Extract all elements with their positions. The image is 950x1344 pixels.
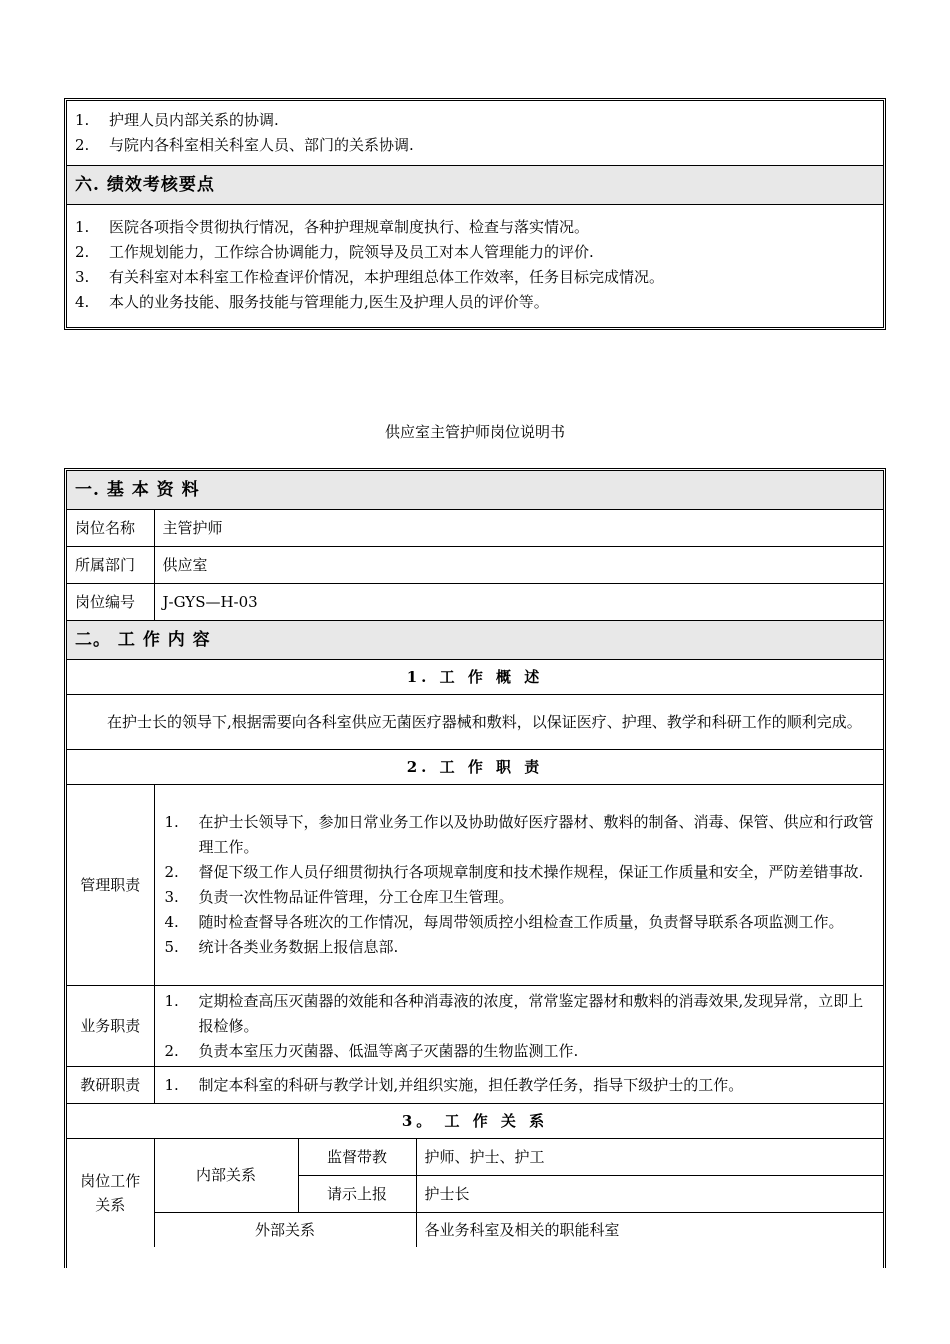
external-relations-label: 外部关系	[154, 1213, 416, 1248]
list-item: 2. 负责本室压力灭菌器、低温等离子灭菌器的生物监测工作.	[164, 1041, 579, 1060]
list-item: 4. 本人的业务技能、服务技能与管理能力,医生及护理人员的评价等。	[75, 293, 549, 311]
list-item: 1. 制定本科室的科研与教学计划,并组织实施，担任教学任务，指导下级护士的工作。	[164, 1075, 744, 1094]
info-label: 岗位名称	[67, 510, 154, 547]
info-row	[67, 510, 883, 547]
job-description-table	[64, 468, 886, 1268]
info-label: 岗位编号	[67, 584, 154, 621]
report-value: 护士长	[416, 1176, 883, 1213]
work-content-heading: 二。 工 作 内 容	[67, 621, 883, 660]
overview-text: 在护士长的领导下,根据需要向各科室供应无菌医疗器械和敷料，以保证医疗、护理、教学和科研工作的顺利完成。	[67, 695, 883, 750]
list-item: 2. 工作规划能力，工作综合协调能力，院领导及员工对本人管理能力的评价.	[75, 243, 594, 261]
list-item: 1. 在护士长领导下，参加日常业务工作以及协助做好医疗器材、敷料的制备、消毒、保管、供应和行政管理工作。	[164, 813, 874, 856]
duty-group-business	[67, 986, 883, 1067]
info-value: 供应室	[154, 547, 883, 584]
info-label: 所属部门	[67, 547, 154, 584]
section6-heading: 六. 绩效考核要点	[67, 166, 883, 205]
list-item: 1. 护理人员内部关系的协调.	[75, 111, 279, 129]
list-item: 3. 负责一次性物品证件管理，分工仓库卫生管理。	[164, 888, 514, 906]
list-item: 2. 督促下级工作人员仔细贯彻执行各项规章制度和技术操作规程，保证工作质量和安全，严防差错事故.	[164, 863, 864, 881]
relations-row	[67, 1213, 883, 1248]
duty-group-management	[67, 785, 883, 986]
info-value: 主管护师	[154, 510, 883, 547]
duty-group-label: 教研职责	[67, 1067, 154, 1104]
relations-list	[75, 108, 875, 158]
external-relations-value: 各业务科室及相关的职能科室	[416, 1213, 883, 1248]
supervise-value: 护师、护士、护工	[416, 1139, 883, 1176]
list-item: 1. 医院各项指令贯彻执行情况，各种护理规章制度执行、检查与落实情况。	[75, 218, 590, 236]
business-duties-list	[165, 989, 876, 1064]
relations-heading: 3。 工 作 关 系	[67, 1104, 883, 1139]
duty-group-label: 管理职责	[67, 785, 154, 986]
relations-continuation	[67, 101, 883, 166]
report-label: 请示上报	[298, 1176, 416, 1213]
previous-page-section	[64, 98, 886, 330]
relations-row-label: 岗位工作关系	[67, 1139, 154, 1248]
relations-row	[67, 1139, 883, 1176]
info-value: J-GYS—H-03	[154, 584, 883, 621]
list-item: 1. 定期检查高压灭菌器的效能和各种消毒液的浓度，常常鉴定器材和敷料的消毒效果,发现异常，立即上报检修。	[164, 991, 864, 1035]
duty-group-teaching	[67, 1067, 883, 1104]
internal-relations-label: 内部关系	[154, 1139, 298, 1213]
info-row	[67, 547, 883, 584]
list-item: 4. 随时检查督导各班次的工作情况，每周带领质控小组检查工作质量，负责督导联系各项监测工作。	[164, 913, 844, 931]
overview-heading: 1. 工 作 概 述	[67, 660, 883, 695]
list-item: 3. 有关科室对本科室工作检查评价情况，本护理组总体工作效率，任务目标完成情况。	[75, 268, 665, 286]
document-title: 供应室主管护师岗位说明书	[384, 423, 565, 441]
performance-list	[75, 215, 875, 315]
list-item: 5. 统计各类业务数据上报信息部.	[164, 938, 399, 956]
duty-group-label: 业务职责	[67, 986, 154, 1067]
supervise-label: 监督带教	[298, 1139, 416, 1176]
basic-info-heading: 一. 基 本 资 料	[67, 471, 883, 510]
info-row	[67, 584, 883, 621]
duties-heading: 2. 工 作 职 责	[67, 750, 883, 785]
list-item: 2. 与院内各科室相关科室人员、部门的关系协调.	[75, 136, 414, 154]
management-duties-list	[165, 810, 876, 960]
teaching-duties-list	[165, 1073, 876, 1098]
